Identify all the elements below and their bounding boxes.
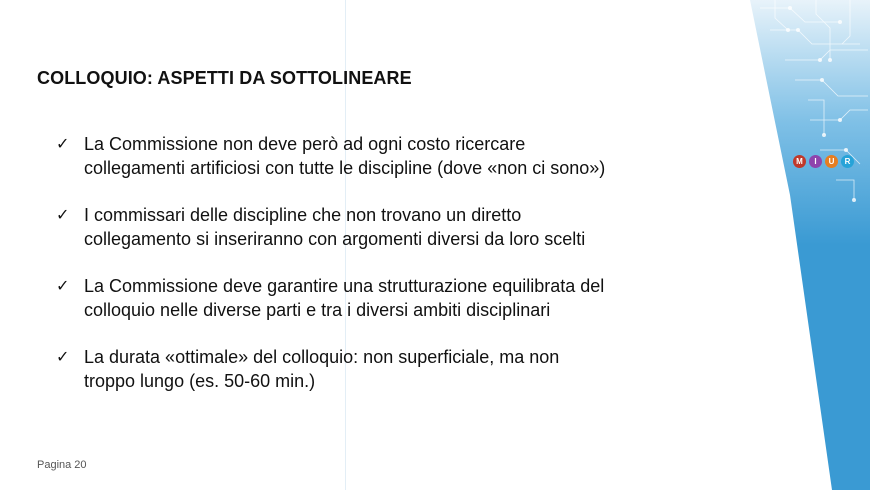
logo-letter: M (796, 157, 803, 166)
check-icon: ✓ (56, 205, 70, 224)
bullet-text (84, 203, 585, 251)
bullet-item (56, 274, 696, 322)
bullet-list (56, 132, 696, 416)
bullet-item (56, 345, 696, 393)
check-icon: ✓ (56, 134, 70, 153)
bullet-line: La Commissione non deve però ad ogni costo ricercare (84, 134, 526, 154)
bullet-text (84, 132, 605, 180)
bullet-line: collegamento si inseriranno con argomenti diversi da loro scelti (84, 229, 586, 249)
bullet-item (56, 132, 696, 180)
decorative-circuit-band (750, 0, 870, 490)
accent-band (750, 0, 870, 490)
slide-title: COLLOQUIO: ASPETTI DA SOTTOLINEARE (37, 68, 412, 88)
bullet-line: I commissari delle discipline che non trovano un diretto (84, 205, 522, 225)
logo-letter: U (828, 157, 835, 166)
logo-dot (841, 155, 854, 168)
bullet-line: collegamenti artificiosi con tutte le discipline (dove «non ci sono») (84, 158, 606, 178)
check-icon: ✓ (56, 276, 70, 295)
logo-letter: R (844, 157, 851, 166)
logo-dot (793, 155, 806, 168)
check-icon: ✓ (56, 347, 70, 366)
bullet-text (84, 345, 559, 393)
logo-dot (825, 155, 838, 168)
bullet-line: La durata «ottimale» del colloquio: non superficiale, ma non (84, 347, 560, 367)
logo-letter: I (814, 157, 817, 166)
bullet-line: troppo lungo (es. 50-60 min.) (84, 371, 316, 391)
bullet-line: colloquio nelle diverse parti e tra i diversi ambiti disciplinari (84, 300, 551, 320)
logo-dot (809, 155, 822, 168)
page-number: Pagina 20 (37, 459, 87, 471)
bullet-item (56, 203, 696, 251)
bullet-text (84, 274, 604, 322)
bullet-line: La Commissione deve garantire una strutturazione equilibrata del (84, 276, 605, 296)
miur-logo (793, 155, 854, 168)
